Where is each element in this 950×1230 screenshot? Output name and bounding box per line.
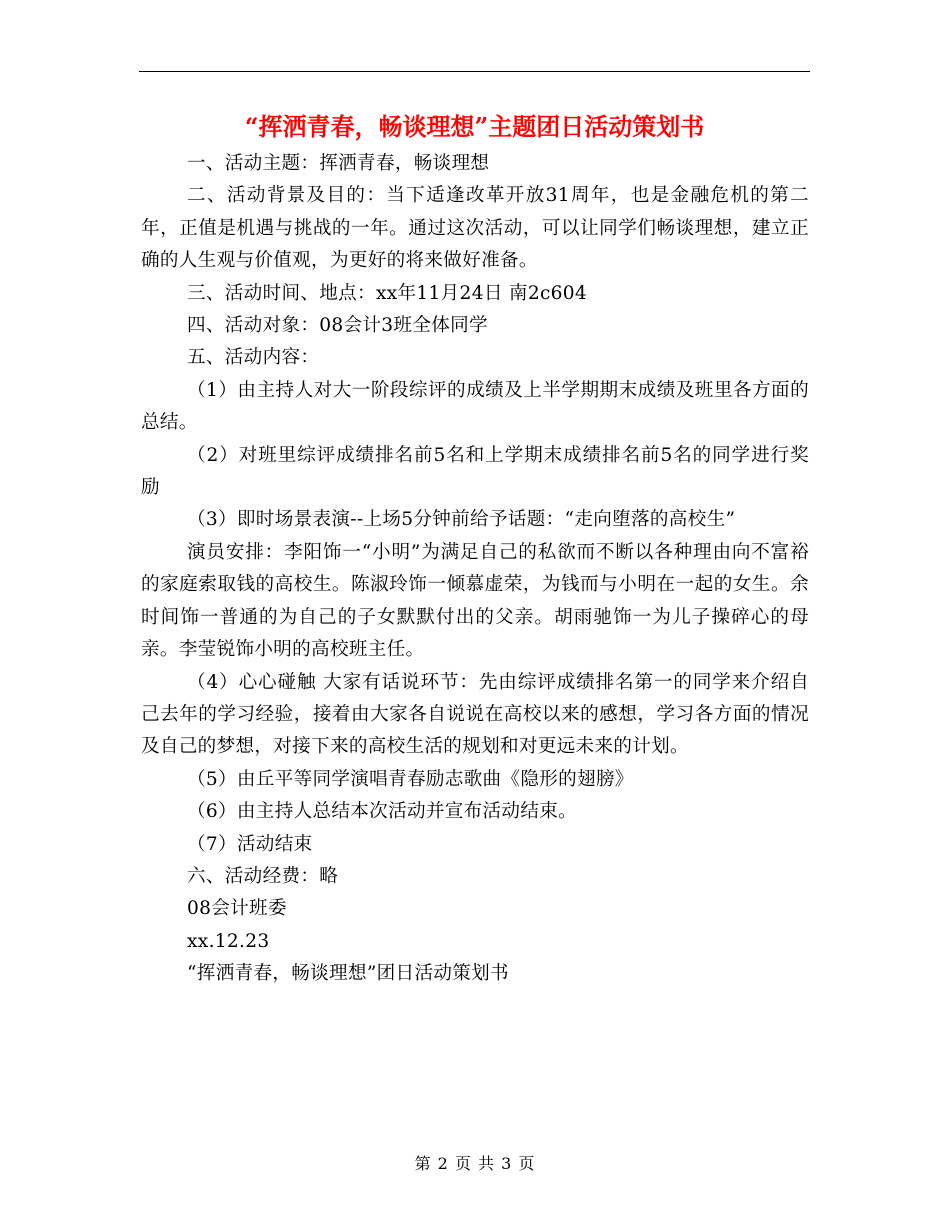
paragraph-budget: 六、活动经费：略	[187, 865, 339, 887]
document-body	[141, 148, 809, 991]
paragraph-time-place: 三、活动时间、地点：xx年11月24日 南2c604	[187, 282, 588, 304]
content-item-2: （2）对班里综评成绩排名前5名和上学期末成绩排名前5名的同学进行奖励	[141, 444, 809, 499]
content-item-6: （6）由主持人总结本次活动并宣布活动结束。	[187, 801, 578, 823]
header-rule	[139, 71, 810, 72]
signature-committee: 08会计班委	[187, 898, 287, 920]
paragraph-content-heading: 五、活动内容：	[187, 347, 320, 369]
paragraph-background: 二、活动背景及目的：当下适逢改革开放31周年，也是金融危机的第二年，正值是机遇与挑战的一年。通过这次活动，可以让同学们畅谈理想，建立正确的人生观与价值观，为更好的将来做好准备。	[141, 185, 809, 272]
paragraph-theme: 一、活动主题：挥洒青春，畅谈理想	[187, 153, 490, 174]
next-document-title: “挥洒青春，畅谈理想”团日活动策划书	[187, 963, 509, 985]
paragraph-audience: 四、活动对象：08会计3班全体同学	[187, 315, 488, 337]
content-item-4: （4）心心碰触 大家有话说环节：先由综评成绩排名第一的同学来介绍自己去年的学习经验，接着由大家各自说说在高校以来的感想，学习各方面的情况及自己的梦想，对接下来的高校生活的规划和对更远未来的计划。	[141, 671, 809, 758]
page-number: 第 2 页 共 3 页	[414, 1154, 536, 1173]
signature-date: xx.12.23	[187, 930, 270, 952]
paragraph-cast: 演员安排：李阳饰一“小明”为满足自己的私欲而不断以各种理由向不富裕的家庭索取钱的高校生。陈淑玲饰一倾慕虚荣，为钱而与小明在一起的女生。余时间饰一普通的为自己的子女默默付出的父亲。胡雨驰饰一为儿子操碎心的母亲。李莹锐饰小明的高校班主任。	[141, 541, 809, 661]
document-title: “挥洒青春，畅谈理想”主题团日活动策划书	[244, 112, 705, 141]
content-item-7: （7）活动结束	[187, 833, 313, 855]
content-item-5: （5）由丘平等同学演唱青春励志歌曲《隐形的翅膀》	[187, 768, 634, 790]
content-item-1: （1）由主持人对大一阶段综评的成绩及上半学期期末成绩及班里各方面的总结。	[141, 379, 809, 434]
content-item-3: （3）即时场景表演--上场5分钟前给予话题：“走向堕落的高校生”	[187, 509, 736, 531]
